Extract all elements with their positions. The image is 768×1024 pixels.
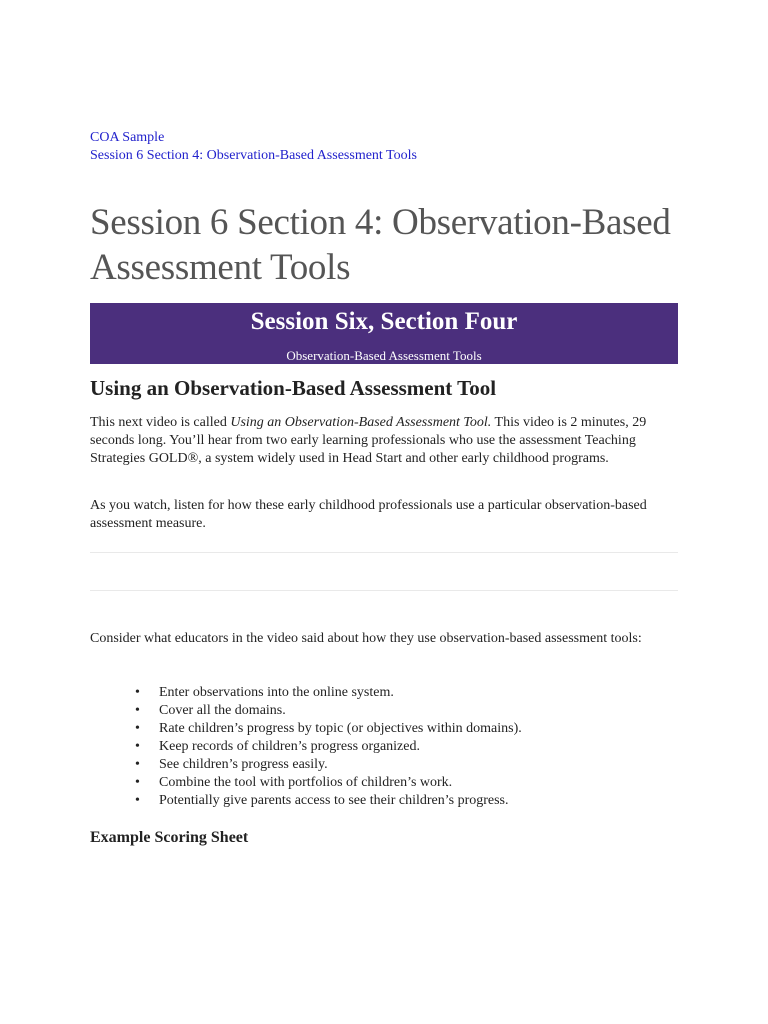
video-title: Using an Observation-Based Assessment Tool. — [230, 415, 492, 430]
divider-bottom — [90, 590, 678, 591]
list-item-text: Enter observations into the online system. — [159, 685, 394, 700]
bullet-icon: • — [135, 739, 140, 754]
list-item-text: Keep records of children’s progress organized. — [159, 739, 420, 754]
banner-title: Session Six, Section Four — [250, 308, 518, 335]
breadcrumb — [90, 129, 678, 165]
consider-paragraph: Consider what educators in the video said about how they use observation-based assessment tools: — [90, 631, 642, 646]
list-item — [135, 756, 522, 774]
list-item — [135, 720, 522, 738]
article — [90, 129, 678, 846]
list-item — [135, 792, 522, 810]
list-item-text: Rate children’s progress by topic (or objectives within domains). — [159, 721, 522, 736]
section-heading: Using an Observation-Based Assessment Tool — [90, 376, 497, 400]
bullet-icon: • — [135, 685, 140, 700]
divider-top — [90, 552, 678, 553]
intro-paragraph — [90, 414, 678, 468]
bullet-list — [90, 684, 522, 810]
bullet-icon: • — [135, 721, 140, 736]
banner-subtitle: Observation-Based Assessment Tools — [286, 348, 482, 363]
list-item — [135, 702, 522, 720]
bullet-icon: • — [135, 775, 140, 790]
section-banner — [90, 303, 678, 364]
breadcrumb-link-current-page[interactable]: Session 6 Section 4: Observation-Based Assessment Tools — [90, 148, 417, 163]
bullet-icon: • — [135, 703, 140, 718]
list-item — [135, 684, 522, 702]
list-item-text: Cover all the domains. — [159, 703, 286, 718]
intro-rest: This video is 2 minutes, 29 seconds long. You’ll hear from two early learning professionals who use the assessment Teaching Strategies GOLD®, a system widely used in Head Start and other early childhood programs. — [90, 415, 647, 466]
bullet-icon: • — [135, 793, 140, 808]
list-item-text: Combine the tool with portfolios of children’s work. — [159, 775, 453, 790]
list-item-text: Potentially give parents access to see their children’s progress. — [159, 793, 509, 808]
intro-lead: This next video is called — [90, 415, 231, 430]
watch-paragraph: As you watch, listen for how these early childhood professionals use a particular observation-based assessment measure. — [90, 498, 647, 531]
list-item-text: See children’s progress easily. — [159, 757, 328, 772]
list-item — [135, 774, 522, 792]
list-item — [135, 738, 522, 756]
page-title: Session 6 Section 4: Observation-Based Assessment Tools — [90, 202, 671, 288]
subheading-example-scoring-sheet: Example Scoring Sheet — [90, 829, 249, 846]
breadcrumb-link-coa-sample[interactable]: COA Sample — [90, 130, 165, 145]
bullet-icon: • — [135, 757, 140, 772]
